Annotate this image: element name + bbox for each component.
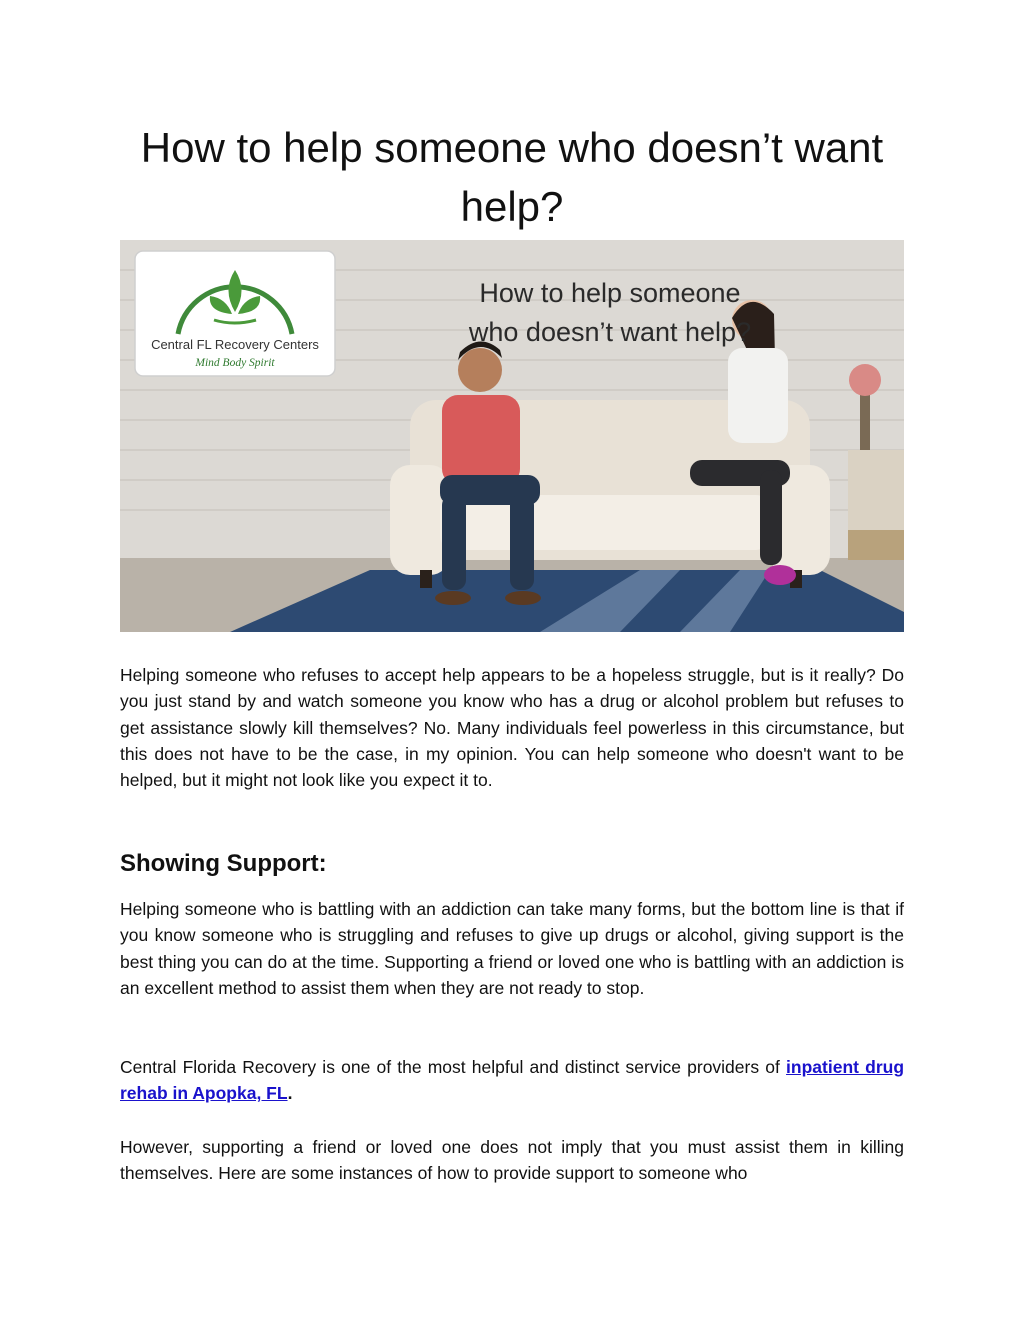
- logo-tagline: Mind Body Spirit: [195, 357, 275, 369]
- intro-paragraph: Helping someone who refuses to accept help appears to be a hopeless struggle, but is it really? Do you just stand by and watch someone you know who has a drug or alcohol problem but refuses to get assistance slowly kill themselves? No. Many individuals feel powerless in this circumstance, but this does not have to be the case, in my opinion. You can help someone who doesn't want to be helped, but it might not look like you expect it to.: [120, 665, 904, 791]
- logo-name: Central FL Recovery Centers: [151, 337, 319, 352]
- provider-text: Central Florida Recovery is one of the most helpful and distinct service providers of: [120, 1057, 780, 1077]
- rehab-link[interactable]: inpatient drug rehab in Apopka, FL: [120, 1057, 905, 1104]
- link-period: .: [287, 1083, 293, 1104]
- section-heading: Showing Support:: [120, 850, 327, 877]
- page-title: How to help someone who doesn’t want help?: [140, 124, 884, 230]
- support-paragraph: Helping someone who is battling with an addiction can take many forms, but the bottom line is that if you know someone who is struggling and refuses to give up drugs or alcohol, giving support is the best thing you can do at the time. Supporting a friend or loved one who is battling with an addiction is an excellent method to assist them when they are not ready to stop.: [120, 899, 904, 998]
- logo: [135, 251, 335, 376]
- hero-image: [120, 240, 904, 632]
- hero-overlay-line2: who doesn’t want help?: [468, 317, 752, 347]
- however-paragraph: However, supporting a friend or loved one does not imply that you must assist them in killing themselves. Here are some instances of how to provide support to someone who: [120, 1137, 904, 1184]
- hero-overlay-line1: How to help someone: [479, 278, 741, 308]
- provider-paragraph: [120, 1054, 904, 1107]
